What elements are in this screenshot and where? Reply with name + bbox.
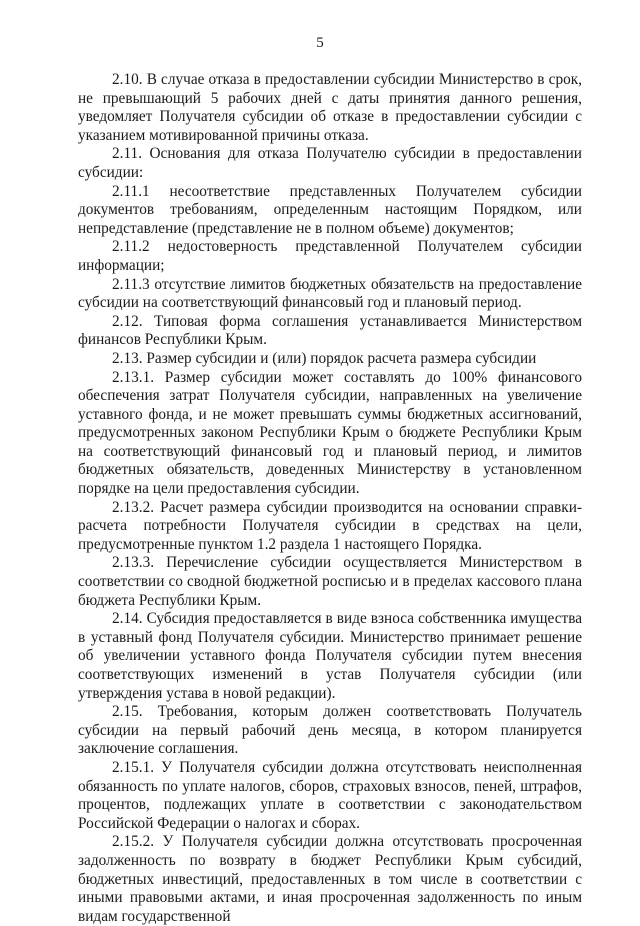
paragraph-2-14: 2.14. Субсидия предоставляется в виде взноса собственника имущества в уставный фонд Получателя субсидии. Министерство принимает решение об увеличении уставного фонда Получателя субсидии путем внесения соответствующих изменений в устав Получателя субсидии (или утверждения устава в новой редакции). (78, 610, 582, 702)
paragraph-2-15-2: 2.15.2. У Получателя субсидии должна отсутствовать просроченная задолженность по возврату в бюджет Республики Крым субсидий, бюджетных инвестиций, предоставленных в том числе в соответствии с иными правовыми актами, и иная просроченная задолженность по иным видам государственной (78, 833, 582, 925)
paragraph-2-13-2: 2.13.2. Расчет размера субсидии производится на основании справки-расчета потребности Получателя субсидии в средствах на цели, предусмотренные пунктом 1.2 раздела 1 настоящего Порядка. (78, 498, 582, 553)
paragraph-2-13-3: 2.13.3. Перечисление субсидии осуществляется Министерством в соответствии со сводной бюджетной росписью и в пределах кассового плана бюджета Республики Крым. (78, 554, 582, 609)
paragraph-2-15: 2.15. Требования, которым должен соответствовать Получатель субсидии на первый рабочий день месяца, в котором планируется заключение соглашения. (78, 703, 582, 758)
paragraph-2-13-1: 2.13.1. Размер субсидии может составлять до 100% финансового обеспечения затрат Получателя субсидии, направленных на увеличение уставного фонда, и не может превышать суммы бюджетных ассигнований, предусмотренных законом Республики Крым о бюджете Республики Крым на соответствующий финансовый год и плановый период, и лимитов бюджетных обязательств, доведенных Министерству в установленном порядке на цели предоставления субсидии. (78, 368, 582, 498)
document-body (78, 71, 582, 926)
paragraph-2-10: 2.10. В случае отказа в предоставлении субсидии Министерство в срок, не превышающий 5 рабочих дней с даты принятия данного решения, уведомляет Получателя субсидии об отказе в предоставлении субсидии с указанием мотивированной причины отказа. (78, 71, 582, 144)
paragraph-2-12: 2.12. Типовая форма соглашения устанавливается Министерством финансов Республики Крым. (78, 312, 582, 349)
page-number: 5 (316, 35, 324, 51)
paragraph-2-11-1: 2.11.1 несоответствие представленных Получателем субсидии документов требованиям, определенным настоящим Порядком, или непредставление (представление не в полном объеме) документов; (78, 182, 582, 237)
paragraph-2-13: 2.13. Размер субсидии и (или) порядок расчета размера субсидии (112, 349, 537, 367)
paragraph-2-11-3: 2.11.3 отсутствие лимитов бюджетных обязательств на предоставление субсидии на соответствующий финансовый год и плановый период. (78, 275, 582, 312)
paragraph-2-11: 2.11. Основания для отказа Получателю субсидии в предоставлении субсидии: (78, 145, 582, 181)
paragraph-2-15-1: 2.15.1. У Получателя субсидии должна отсутствовать неисполненная обязанность по уплате налогов, сборов, страховых взносов, пеней, штрафов, процентов, подлежащих уплате в соответствии с законодательством Российской Федерации о налогах и сборах. (78, 758, 582, 832)
paragraph-2-11-2: 2.11.2 недостоверность представленной Получателем субсидии информации; (78, 238, 582, 274)
